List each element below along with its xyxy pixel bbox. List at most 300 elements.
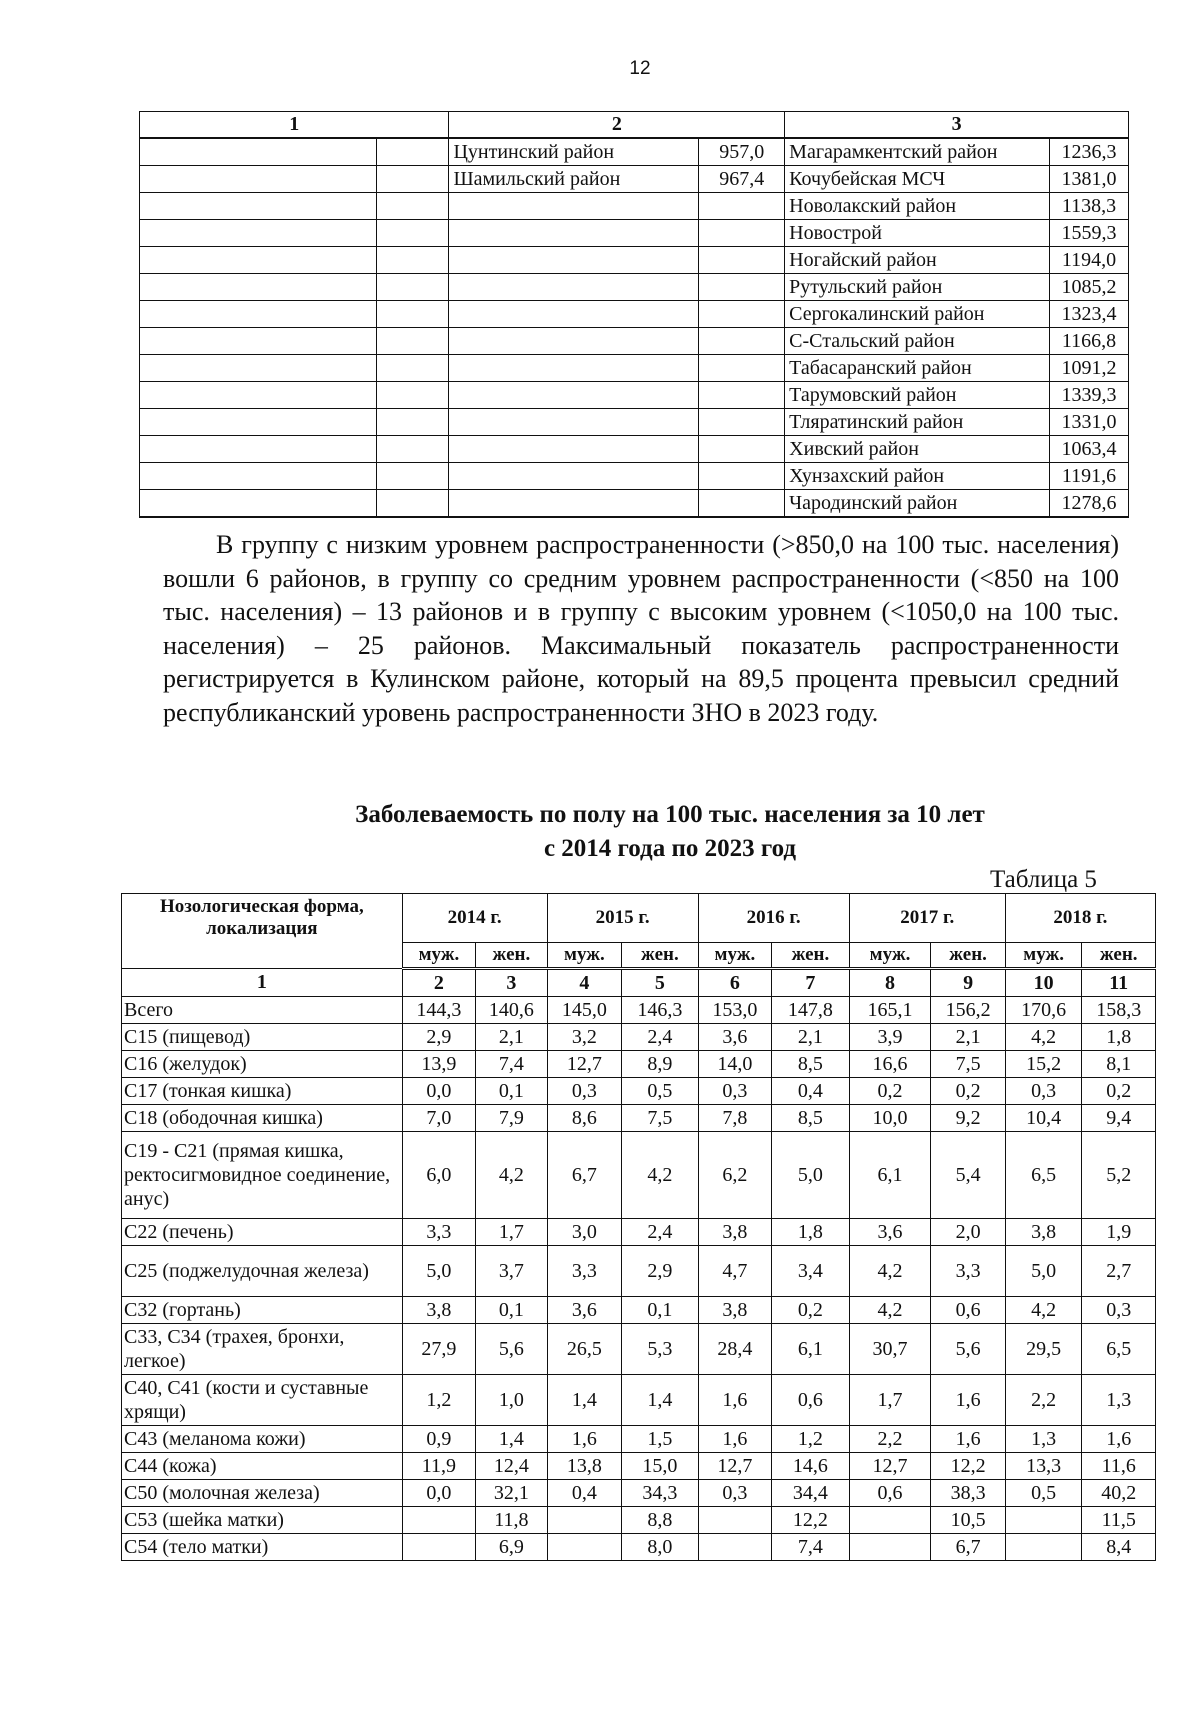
value-cell xyxy=(547,1507,622,1534)
district-name-cell: С-Стальский район xyxy=(785,328,1050,355)
value-cell: 147,8 xyxy=(772,997,850,1024)
district-name-cell xyxy=(140,409,377,436)
value-cell: 1559,3 xyxy=(1049,220,1128,247)
district-name-cell xyxy=(140,382,377,409)
table-row xyxy=(122,1453,1156,1480)
value-cell: 38,3 xyxy=(931,1480,1006,1507)
column-number: 10 xyxy=(1005,969,1082,997)
value-cell: 4,7 xyxy=(698,1246,771,1297)
column-number: 3 xyxy=(476,969,547,997)
value-cell xyxy=(699,382,785,409)
value-cell: 0,3 xyxy=(1082,1297,1156,1324)
value-cell: 40,2 xyxy=(1082,1480,1156,1507)
value-cell: 12,7 xyxy=(698,1453,771,1480)
value-cell: 32,1 xyxy=(476,1480,547,1507)
districts-table xyxy=(139,111,1129,518)
column-number: 5 xyxy=(622,969,699,997)
value-cell xyxy=(376,355,449,382)
value-cell: 0,5 xyxy=(1005,1480,1082,1507)
table-row xyxy=(122,1246,1156,1297)
column-number: 7 xyxy=(772,969,850,997)
district-name-cell xyxy=(140,328,377,355)
district-name-cell xyxy=(140,301,377,328)
value-cell: 3,8 xyxy=(1005,1219,1082,1246)
value-cell: 5,6 xyxy=(931,1324,1006,1375)
nosology-cell: С53 (шейка матки) xyxy=(122,1507,403,1534)
district-name-cell xyxy=(449,220,699,247)
value-cell: 2,9 xyxy=(622,1246,699,1297)
district-name-cell xyxy=(140,220,377,247)
value-cell: 1381,0 xyxy=(1049,166,1128,193)
value-cell: 2,7 xyxy=(1082,1246,1156,1297)
sex-header: жен. xyxy=(772,943,850,969)
column-number: 2 xyxy=(402,969,475,997)
value-cell: 0,2 xyxy=(772,1297,850,1324)
value-cell: 0,3 xyxy=(698,1480,771,1507)
value-cell: 146,3 xyxy=(622,997,699,1024)
column-number: 6 xyxy=(698,969,771,997)
value-cell: 11,6 xyxy=(1082,1453,1156,1480)
sex-header: жен. xyxy=(476,943,547,969)
sex-header: муж. xyxy=(402,943,475,969)
value-cell: 3,8 xyxy=(402,1297,475,1324)
value-cell: 1,4 xyxy=(547,1375,622,1426)
value-cell: 0,5 xyxy=(622,1078,699,1105)
value-cell: 15,0 xyxy=(622,1453,699,1480)
value-cell: 15,2 xyxy=(1005,1051,1082,1078)
year-header: 2016 г. xyxy=(698,894,849,943)
value-cell: 1,2 xyxy=(772,1426,850,1453)
district-name-cell xyxy=(140,490,377,518)
nosology-cell: С40, С41 (кости и суставные хрящи) xyxy=(122,1375,403,1426)
value-cell: 12,7 xyxy=(547,1051,622,1078)
year-header: 2014 г. xyxy=(402,894,547,943)
value-cell: 1,8 xyxy=(1082,1024,1156,1051)
value-cell: 1,3 xyxy=(1082,1375,1156,1426)
value-cell: 2,2 xyxy=(849,1426,931,1453)
year-header: 2015 г. xyxy=(547,894,698,943)
value-cell xyxy=(402,1534,475,1561)
district-name-cell xyxy=(140,436,377,463)
value-cell: 0,2 xyxy=(1082,1078,1156,1105)
value-cell: 1194,0 xyxy=(1049,247,1128,274)
district-name-cell xyxy=(449,355,699,382)
table-row xyxy=(140,193,1129,220)
table-label: Таблица 5 xyxy=(990,866,1097,893)
district-name-cell xyxy=(449,382,699,409)
value-cell: 0,4 xyxy=(547,1480,622,1507)
sex-header: муж. xyxy=(547,943,622,969)
table-row xyxy=(122,1105,1156,1132)
table-row xyxy=(122,1297,1156,1324)
table-row xyxy=(140,328,1129,355)
value-cell: 1,2 xyxy=(402,1375,475,1426)
value-cell: 2,0 xyxy=(931,1219,1006,1246)
district-name-cell: Новолакский район xyxy=(785,193,1050,220)
value-cell: 3,8 xyxy=(698,1297,771,1324)
nosology-cell: С15 (пищевод) xyxy=(122,1024,403,1051)
incidence-table-body xyxy=(122,997,1156,1561)
table-row xyxy=(122,1480,1156,1507)
value-cell: 34,3 xyxy=(622,1480,699,1507)
value-cell xyxy=(699,247,785,274)
district-name-cell: Хивский район xyxy=(785,436,1050,463)
table-row xyxy=(122,1024,1156,1051)
value-cell xyxy=(376,274,449,301)
value-cell: 6,5 xyxy=(1005,1132,1082,1219)
value-cell: 1,4 xyxy=(622,1375,699,1426)
value-cell: 7,5 xyxy=(931,1051,1006,1078)
value-cell: 3,4 xyxy=(772,1246,850,1297)
value-cell: 3,2 xyxy=(547,1024,622,1051)
value-cell: 1166,8 xyxy=(1049,328,1128,355)
district-name-cell: Чародинский район xyxy=(785,490,1050,518)
value-cell xyxy=(699,328,785,355)
value-cell xyxy=(376,436,449,463)
year-header: 2017 г. xyxy=(849,894,1005,943)
value-cell: 7,4 xyxy=(772,1534,850,1561)
value-cell xyxy=(547,1534,622,1561)
value-cell: 140,6 xyxy=(476,997,547,1024)
value-cell: 3,8 xyxy=(698,1219,771,1246)
district-name-cell xyxy=(449,328,699,355)
sex-header: жен. xyxy=(1082,943,1156,969)
column-number-row xyxy=(122,969,1156,997)
table-row xyxy=(140,247,1129,274)
value-cell: 0,3 xyxy=(698,1078,771,1105)
district-name-cell: Тарумовский район xyxy=(785,382,1050,409)
table-row xyxy=(140,463,1129,490)
value-cell: 6,0 xyxy=(402,1132,475,1219)
table-title xyxy=(0,798,1200,866)
value-cell: 1,7 xyxy=(849,1375,931,1426)
table-row xyxy=(122,1426,1156,1453)
value-cell: 4,2 xyxy=(849,1297,931,1324)
value-cell: 1,9 xyxy=(1082,1219,1156,1246)
value-cell: 153,0 xyxy=(698,997,771,1024)
value-cell: 3,9 xyxy=(849,1024,931,1051)
table-row xyxy=(140,436,1129,463)
table-row xyxy=(140,355,1129,382)
value-cell: 7,8 xyxy=(698,1105,771,1132)
value-cell: 13,9 xyxy=(402,1051,475,1078)
value-cell: 0,6 xyxy=(772,1375,850,1426)
sex-header: муж. xyxy=(1005,943,1082,969)
nosology-cell: С44 (кожа) xyxy=(122,1453,403,1480)
table-row xyxy=(122,1051,1156,1078)
district-name-cell xyxy=(449,193,699,220)
value-cell xyxy=(376,409,449,436)
value-cell: 12,4 xyxy=(476,1453,547,1480)
value-cell: 1,4 xyxy=(476,1426,547,1453)
value-cell: 6,1 xyxy=(849,1132,931,1219)
value-cell: 14,0 xyxy=(698,1051,771,1078)
value-cell xyxy=(376,301,449,328)
district-name-cell: Цунтинский район xyxy=(449,138,699,166)
value-cell: 8,0 xyxy=(622,1534,699,1561)
nosology-cell: С18 (ободочная кишка) xyxy=(122,1105,403,1132)
value-cell: 1063,4 xyxy=(1049,436,1128,463)
value-cell: 4,2 xyxy=(849,1246,931,1297)
district-name-cell xyxy=(140,138,377,166)
value-cell: 8,4 xyxy=(1082,1534,1156,1561)
value-cell: 0,6 xyxy=(931,1297,1006,1324)
district-name-cell xyxy=(449,490,699,518)
value-cell: 6,9 xyxy=(476,1534,547,1561)
value-cell xyxy=(376,193,449,220)
district-name-cell xyxy=(449,247,699,274)
nosology-cell: С22 (печень) xyxy=(122,1219,403,1246)
value-cell xyxy=(698,1507,771,1534)
value-cell xyxy=(698,1534,771,1561)
value-cell: 145,0 xyxy=(547,997,622,1024)
sex-header: жен. xyxy=(931,943,1006,969)
district-name-cell: Шамильский район xyxy=(449,166,699,193)
district-name-cell xyxy=(449,436,699,463)
table-row xyxy=(140,138,1129,166)
value-cell: 2,4 xyxy=(622,1219,699,1246)
value-cell: 1191,6 xyxy=(1049,463,1128,490)
value-cell: 1085,2 xyxy=(1049,274,1128,301)
value-cell: 6,7 xyxy=(547,1132,622,1219)
table-row xyxy=(122,1507,1156,1534)
value-cell: 12,7 xyxy=(849,1453,931,1480)
nosology-cell: С33, С34 (трахея, бронхи, легкое) xyxy=(122,1324,403,1375)
district-name-cell xyxy=(140,274,377,301)
district-name-cell: Магарамкентский район xyxy=(785,138,1050,166)
nosology-cell: Всего xyxy=(122,997,403,1024)
value-cell: 5,6 xyxy=(476,1324,547,1375)
value-cell: 5,0 xyxy=(1005,1246,1082,1297)
value-cell: 30,7 xyxy=(849,1324,931,1375)
district-name-cell: Рутульский район xyxy=(785,274,1050,301)
incidence-table xyxy=(121,893,1156,1561)
column-number: 1 xyxy=(122,969,403,997)
value-cell: 8,1 xyxy=(1082,1051,1156,1078)
column-number: 4 xyxy=(547,969,622,997)
value-cell: 1278,6 xyxy=(1049,490,1128,518)
district-name-cell xyxy=(449,274,699,301)
district-name-cell: Хунзахский район xyxy=(785,463,1050,490)
value-cell: 4,2 xyxy=(1005,1024,1082,1051)
value-cell: 4,2 xyxy=(622,1132,699,1219)
value-cell: 967,4 xyxy=(699,166,785,193)
value-cell: 9,4 xyxy=(1082,1105,1156,1132)
body-paragraph: В группу с низким уровнем распространенности (>850,0 на 100 тыс. населения) вошли 6 районов, в группу со средним уровнем распространенности (<850 на 100 тыс. населения) – 13 районов и в группу с высоким уровнем (<1050,0 на 100 тыс. населения) – 25 районов. Максимальный показатель распространенности регистрируется в Кулинском районе, который на 89,5 процента превысил средний республиканский уровень распространенности ЗНО в 2023 году. xyxy=(163,530,1119,727)
value-cell: 3,6 xyxy=(547,1297,622,1324)
table-row xyxy=(122,1219,1156,1246)
value-cell: 13,3 xyxy=(1005,1453,1082,1480)
table-row xyxy=(122,1375,1156,1426)
column-header: 3 xyxy=(785,112,1129,139)
value-cell: 14,6 xyxy=(772,1453,850,1480)
value-cell: 5,0 xyxy=(402,1246,475,1297)
value-cell: 1,6 xyxy=(547,1426,622,1453)
value-cell: 5,2 xyxy=(1082,1132,1156,1219)
value-cell: 3,6 xyxy=(849,1219,931,1246)
nosology-cell: С17 (тонкая кишка) xyxy=(122,1078,403,1105)
value-cell: 2,4 xyxy=(622,1024,699,1051)
value-cell: 1,6 xyxy=(931,1426,1006,1453)
value-cell: 957,0 xyxy=(699,138,785,166)
district-name-cell xyxy=(140,166,377,193)
value-cell: 6,7 xyxy=(931,1534,1006,1561)
value-cell: 1,6 xyxy=(931,1375,1006,1426)
value-cell: 1236,3 xyxy=(1049,138,1128,166)
district-name-cell xyxy=(140,247,377,274)
sex-header: муж. xyxy=(849,943,931,969)
value-cell: 1138,3 xyxy=(1049,193,1128,220)
value-cell: 12,2 xyxy=(772,1507,850,1534)
value-cell: 1,3 xyxy=(1005,1426,1082,1453)
value-cell xyxy=(849,1507,931,1534)
value-cell xyxy=(699,220,785,247)
value-cell: 27,9 xyxy=(402,1324,475,1375)
district-name-cell xyxy=(449,301,699,328)
value-cell xyxy=(376,463,449,490)
value-cell: 1323,4 xyxy=(1049,301,1128,328)
value-cell: 7,4 xyxy=(476,1051,547,1078)
value-cell: 29,5 xyxy=(1005,1324,1082,1375)
value-cell: 34,4 xyxy=(772,1480,850,1507)
year-header: 2018 г. xyxy=(1005,894,1155,943)
value-cell: 156,2 xyxy=(931,997,1006,1024)
value-cell xyxy=(699,193,785,220)
value-cell: 3,3 xyxy=(402,1219,475,1246)
value-cell: 1,0 xyxy=(476,1375,547,1426)
value-cell xyxy=(376,490,449,518)
nosology-cell: С25 (поджелудочная железа) xyxy=(122,1246,403,1297)
table-title-line-1: Заболеваемость по полу на 100 тыс. населения за 10 лет xyxy=(355,801,985,828)
value-cell: 6,5 xyxy=(1082,1324,1156,1375)
column-number: 9 xyxy=(931,969,1006,997)
districts-table-body xyxy=(140,138,1129,517)
value-cell: 1,8 xyxy=(772,1219,850,1246)
column-header: 1 xyxy=(140,112,449,139)
value-cell: 6,2 xyxy=(698,1132,771,1219)
value-cell: 0,2 xyxy=(849,1078,931,1105)
table-title-line-2: с 2014 года по 2023 год xyxy=(543,835,797,862)
value-cell: 8,8 xyxy=(622,1507,699,1534)
value-cell xyxy=(699,436,785,463)
value-cell xyxy=(1005,1534,1082,1561)
value-cell: 5,3 xyxy=(622,1324,699,1375)
value-cell xyxy=(376,247,449,274)
value-cell: 0,1 xyxy=(622,1297,699,1324)
value-cell: 5,0 xyxy=(772,1132,850,1219)
district-name-cell: Кочубейская МСЧ xyxy=(785,166,1050,193)
district-name-cell: Сергокалинский район xyxy=(785,301,1050,328)
value-cell: 0,9 xyxy=(402,1426,475,1453)
district-name-cell xyxy=(449,409,699,436)
district-name-cell xyxy=(449,463,699,490)
district-name-cell xyxy=(140,463,377,490)
value-cell: 13,8 xyxy=(547,1453,622,1480)
value-cell: 0,3 xyxy=(1005,1078,1082,1105)
value-cell: 1,6 xyxy=(698,1375,771,1426)
value-cell: 7,0 xyxy=(402,1105,475,1132)
value-cell: 3,3 xyxy=(931,1246,1006,1297)
value-cell: 7,9 xyxy=(476,1105,547,1132)
value-cell: 4,2 xyxy=(476,1132,547,1219)
value-cell: 2,9 xyxy=(402,1024,475,1051)
value-cell xyxy=(849,1534,931,1561)
value-cell: 0,4 xyxy=(772,1078,850,1105)
value-cell: 144,3 xyxy=(402,997,475,1024)
value-cell: 3,7 xyxy=(476,1246,547,1297)
value-cell: 1339,3 xyxy=(1049,382,1128,409)
nosology-cell: С19 - С21 (прямая кишка, ректосигмовидное соединение, анус) xyxy=(122,1132,403,1219)
value-cell: 0,1 xyxy=(476,1297,547,1324)
value-cell: 8,5 xyxy=(772,1051,850,1078)
value-cell: 6,1 xyxy=(772,1324,850,1375)
value-cell xyxy=(699,463,785,490)
nosology-cell: С43 (меланома кожи) xyxy=(122,1426,403,1453)
table-row xyxy=(122,1132,1156,1219)
value-cell: 0,6 xyxy=(849,1480,931,1507)
value-cell xyxy=(402,1507,475,1534)
value-cell: 8,5 xyxy=(772,1105,850,1132)
value-cell: 10,4 xyxy=(1005,1105,1082,1132)
value-cell xyxy=(376,382,449,409)
table-row xyxy=(122,1324,1156,1375)
value-cell: 0,1 xyxy=(476,1078,547,1105)
value-cell: 1,6 xyxy=(1082,1426,1156,1453)
value-cell: 0,2 xyxy=(931,1078,1006,1105)
value-cell: 28,4 xyxy=(698,1324,771,1375)
value-cell: 2,1 xyxy=(772,1024,850,1051)
value-cell: 4,2 xyxy=(1005,1297,1082,1324)
nosology-cell: С32 (гортань) xyxy=(122,1297,403,1324)
value-cell xyxy=(699,355,785,382)
value-cell: 158,3 xyxy=(1082,997,1156,1024)
value-cell: 11,8 xyxy=(476,1507,547,1534)
table-row xyxy=(140,490,1129,518)
value-cell: 8,6 xyxy=(547,1105,622,1132)
district-name-cell: Тляратинский район xyxy=(785,409,1050,436)
table-row xyxy=(140,166,1129,193)
district-name-cell xyxy=(140,355,377,382)
value-cell xyxy=(699,274,785,301)
table-row xyxy=(122,1078,1156,1105)
value-cell xyxy=(376,328,449,355)
column-number: 11 xyxy=(1082,969,1156,997)
value-cell: 0,0 xyxy=(402,1480,475,1507)
sex-header: муж. xyxy=(698,943,771,969)
column-number: 8 xyxy=(849,969,931,997)
value-cell: 3,6 xyxy=(698,1024,771,1051)
value-cell: 8,9 xyxy=(622,1051,699,1078)
value-cell xyxy=(1005,1507,1082,1534)
value-cell: 170,6 xyxy=(1005,997,1082,1024)
value-cell: 9,2 xyxy=(931,1105,1006,1132)
value-cell: 7,5 xyxy=(622,1105,699,1132)
value-cell: 1331,0 xyxy=(1049,409,1128,436)
value-cell xyxy=(376,138,449,166)
district-name-cell xyxy=(140,193,377,220)
value-cell: 11,9 xyxy=(402,1453,475,1480)
district-name-cell: Ногайский район xyxy=(785,247,1050,274)
page-number: 12 xyxy=(629,58,651,79)
column-header: 2 xyxy=(449,112,785,139)
table-row xyxy=(140,274,1129,301)
value-cell xyxy=(699,409,785,436)
value-cell: 165,1 xyxy=(849,997,931,1024)
value-cell: 10,0 xyxy=(849,1105,931,1132)
table-row xyxy=(122,997,1156,1024)
value-cell: 1,6 xyxy=(698,1426,771,1453)
district-name-cell: Новострой xyxy=(785,220,1050,247)
